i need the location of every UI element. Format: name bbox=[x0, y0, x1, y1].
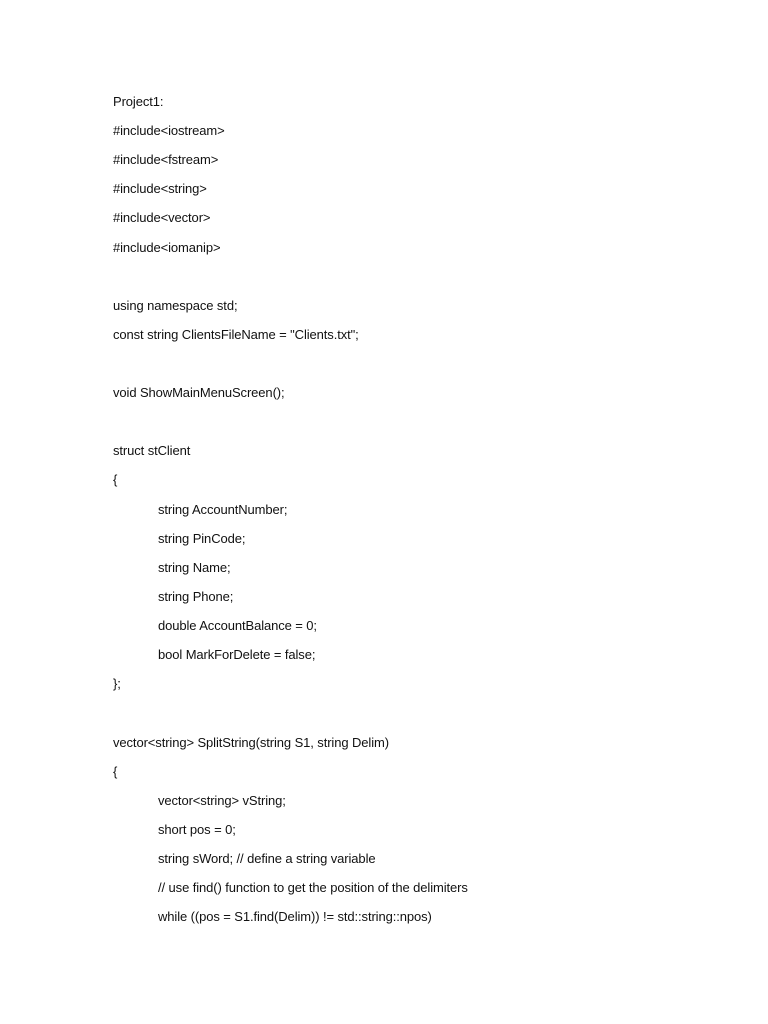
code-line-include-iomanip: #include<iomanip> bbox=[113, 240, 221, 255]
code-line-open-brace: { bbox=[113, 472, 118, 487]
code-line-field-phone: string Phone; bbox=[158, 589, 234, 604]
code-line-include-iostream: #include<iostream> bbox=[113, 123, 225, 138]
code-line-field-account-number: string AccountNumber; bbox=[158, 502, 288, 517]
code-line-include-vector: #include<vector> bbox=[113, 210, 211, 225]
project-title: Project1: bbox=[113, 94, 164, 109]
code-line-sword-declaration: string sWord; // define a string variable bbox=[158, 851, 376, 866]
code-line-field-name: string Name; bbox=[158, 560, 231, 575]
code-line-split-string-signature: vector<string> SplitString(string S1, string Delim) bbox=[113, 735, 389, 750]
code-line-include-string: #include<string> bbox=[113, 181, 207, 196]
code-line-function-open-brace: { bbox=[113, 764, 118, 779]
code-line-field-mark-for-delete: bool MarkForDelete = false; bbox=[158, 647, 316, 662]
code-line-struct-header: struct stClient bbox=[113, 443, 191, 458]
code-line-vector-declaration: vector<string> vString; bbox=[158, 793, 286, 808]
code-line-using-namespace: using namespace std; bbox=[113, 298, 238, 313]
code-line-field-pin-code: string PinCode; bbox=[158, 531, 246, 546]
code-line-include-fstream: #include<fstream> bbox=[113, 152, 219, 167]
code-line-find-comment: // use find() function to get the position of the delimiters bbox=[158, 880, 468, 895]
code-line-function-declaration: void ShowMainMenuScreen(); bbox=[113, 385, 285, 400]
code-line-const-filename: const string ClientsFileName = "Clients.txt"; bbox=[113, 327, 359, 342]
code-line-struct-close: }; bbox=[113, 676, 121, 691]
code-line-pos-declaration: short pos = 0; bbox=[158, 822, 236, 837]
code-line-field-account-balance: double AccountBalance = 0; bbox=[158, 618, 317, 633]
code-line-while-loop: while ((pos = S1.find(Delim)) != std::string::npos) bbox=[158, 909, 432, 924]
